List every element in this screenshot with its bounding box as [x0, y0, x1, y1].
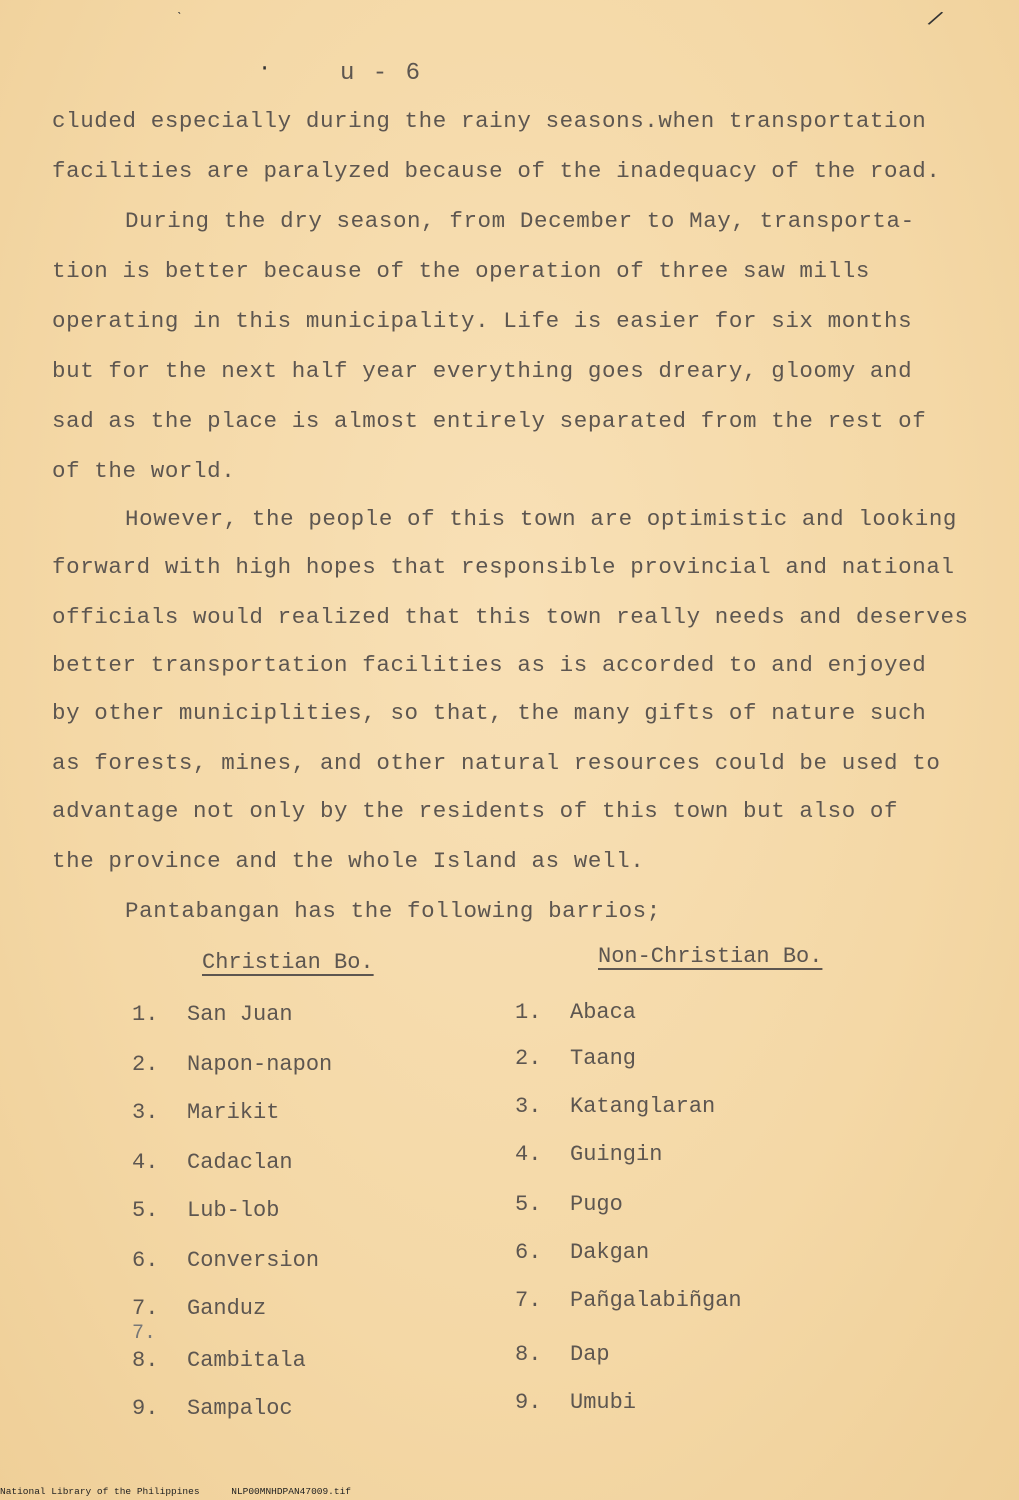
stray-number: 7.	[132, 1322, 157, 1345]
list-number: 8.	[132, 1348, 159, 1373]
barrio-name: Pañgalabiñgan	[570, 1288, 742, 1313]
stray-dot: ·	[258, 56, 272, 81]
list-item	[515, 1094, 715, 1119]
list-number: 9.	[515, 1390, 542, 1415]
list-number: 4.	[515, 1142, 542, 1167]
barrio-name: Umubi	[570, 1390, 637, 1415]
list-number: 6.	[132, 1248, 159, 1273]
list-item	[132, 1198, 279, 1223]
text-line: but for the next half year everything goes dreary, gloomy and	[52, 358, 913, 384]
barrio-name: San Juan	[187, 1002, 293, 1027]
barrio-name: Napon-napon	[187, 1052, 333, 1077]
list-item	[132, 1100, 279, 1125]
stray-mark: ˎ	[175, 0, 184, 16]
list-item	[515, 1142, 662, 1167]
list-item	[132, 1150, 293, 1175]
list-item	[515, 1288, 742, 1313]
list-item	[132, 1296, 266, 1321]
list-item	[515, 1000, 636, 1025]
list-item	[515, 1390, 636, 1415]
list-item	[132, 1248, 319, 1273]
list-number: 2.	[515, 1046, 542, 1071]
list-number: 6.	[515, 1240, 542, 1265]
list-item	[515, 1240, 649, 1265]
list-item	[515, 1046, 636, 1071]
text-line: the province and the whole Island as well.	[52, 848, 645, 874]
barrio-name: Dakgan	[570, 1240, 650, 1265]
text-line: During the dry season, from December to May, transporta-	[125, 208, 915, 234]
list-number: 7.	[515, 1288, 542, 1313]
barrio-name: Guingin	[570, 1142, 663, 1167]
list-number: 3.	[132, 1100, 159, 1125]
list-number: 8.	[515, 1342, 542, 1367]
text-line: tion is better because of the operation of three saw mills	[52, 258, 870, 284]
library-credit: National Library of the Philippines	[0, 1486, 200, 1497]
barrio-name: Marikit	[187, 1100, 280, 1125]
list-number: 7.	[132, 1296, 159, 1321]
list-item	[132, 1348, 306, 1373]
barrio-name: Taang	[570, 1046, 637, 1071]
barrio-name: Cambitala	[187, 1348, 306, 1373]
christian-barrios-header: Christian Bo.	[202, 950, 374, 975]
barrio-name: Katanglaran	[570, 1094, 716, 1119]
barrio-name: Sampaloc	[187, 1396, 293, 1421]
barrio-name: Lub-lob	[187, 1198, 280, 1223]
list-number: 1.	[132, 1002, 159, 1027]
text-line: forward with high hopes that responsible provincial and national	[52, 554, 955, 580]
text-line: Pantabangan has the following barrios;	[125, 898, 661, 924]
text-line: better transportation facilities as is accorded to and enjoyed	[52, 652, 927, 678]
non-christian-barrios-header: Non-Christian Bo.	[598, 944, 823, 969]
list-item	[515, 1342, 610, 1367]
list-number: 1.	[515, 1000, 542, 1025]
list-number: 9.	[132, 1396, 159, 1421]
scan-filename: NLP00MNHDPAN47009.tif	[231, 1486, 351, 1497]
text-line: officials would realized that this town really needs and deserves	[52, 604, 969, 630]
list-item	[132, 1002, 293, 1027]
list-number: 5.	[132, 1198, 159, 1223]
text-line: However, the people of this town are optimistic and looking	[125, 506, 958, 532]
text-line: operating in this municipality. Life is easier for six months	[52, 308, 913, 334]
barrio-name: Abaca	[570, 1000, 637, 1025]
list-item	[515, 1192, 623, 1217]
list-number: 5.	[515, 1192, 542, 1217]
list-number: 2.	[132, 1052, 159, 1077]
text-line: by other municiplities, so that, the many gifts of nature such	[52, 700, 927, 726]
text-line: cluded especially during the rainy seasons.when transportation	[52, 108, 927, 134]
corner-pencil-mark: /	[924, 6, 946, 35]
list-number: 3.	[515, 1094, 542, 1119]
list-number: 4.	[132, 1150, 159, 1175]
barrio-name: Pugo	[570, 1192, 623, 1217]
text-line: facilities are paralyzed because of the inadequacy of the road.	[52, 158, 941, 184]
scan-footer	[0, 1486, 377, 1497]
text-line: of the world.	[52, 458, 236, 484]
text-line: sad as the place is almost entirely separated from the rest of	[52, 408, 927, 434]
page-number: u - 6	[340, 60, 423, 87]
barrio-name: Conversion	[187, 1248, 320, 1273]
barrio-name: Dap	[570, 1342, 610, 1367]
text-line: as forests, mines, and other natural resources could be used to	[52, 750, 941, 776]
text-line: advantage not only by the residents of this town but also of	[52, 798, 899, 824]
list-item	[132, 1052, 332, 1077]
list-item	[132, 1396, 293, 1421]
barrio-name: Ganduz	[187, 1296, 267, 1321]
barrio-name: Cadaclan	[187, 1150, 293, 1175]
